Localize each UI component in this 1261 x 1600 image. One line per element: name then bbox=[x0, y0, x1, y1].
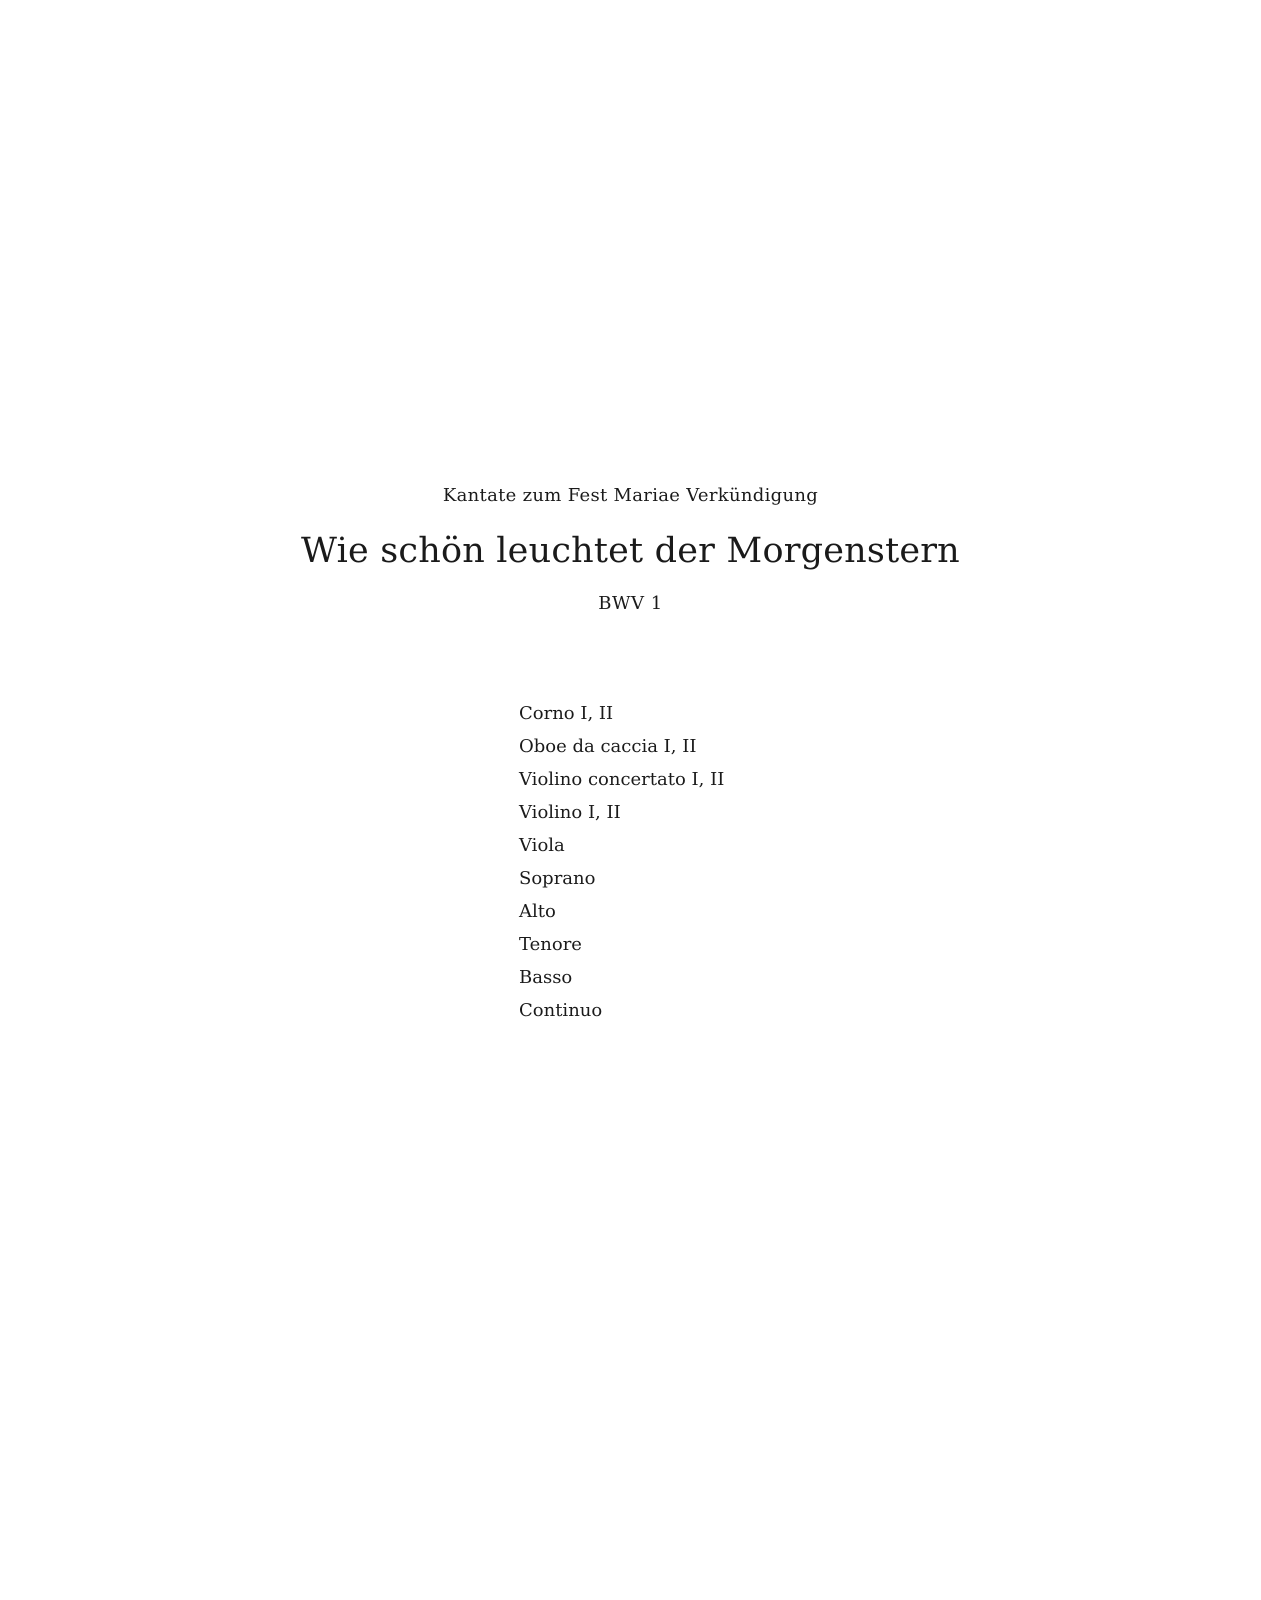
instrument-item: Tenore bbox=[519, 934, 582, 955]
cantata-title: Wie schön leuchtet der Morgenstern bbox=[301, 531, 960, 571]
cantata-occasion: Kantate zum Fest Mariae Verkündigung bbox=[442, 485, 819, 506]
instrument-item: Continuo bbox=[519, 1000, 603, 1021]
instrument-item: Viola bbox=[519, 835, 565, 856]
instrument-item: Corno I, II bbox=[519, 703, 614, 724]
instrument-item: Violino concertato I, II bbox=[519, 769, 725, 790]
instrument-item: Alto bbox=[519, 901, 556, 922]
instrument-item: Soprano bbox=[519, 868, 596, 889]
instrument-item: Violino I, II bbox=[519, 802, 621, 823]
instrument-item: Oboe da caccia I, II bbox=[519, 736, 697, 757]
instrument-item: Basso bbox=[519, 967, 573, 988]
instrumentation-list bbox=[519, 700, 724, 1030]
catalog-number: BWV 1 bbox=[598, 593, 663, 614]
